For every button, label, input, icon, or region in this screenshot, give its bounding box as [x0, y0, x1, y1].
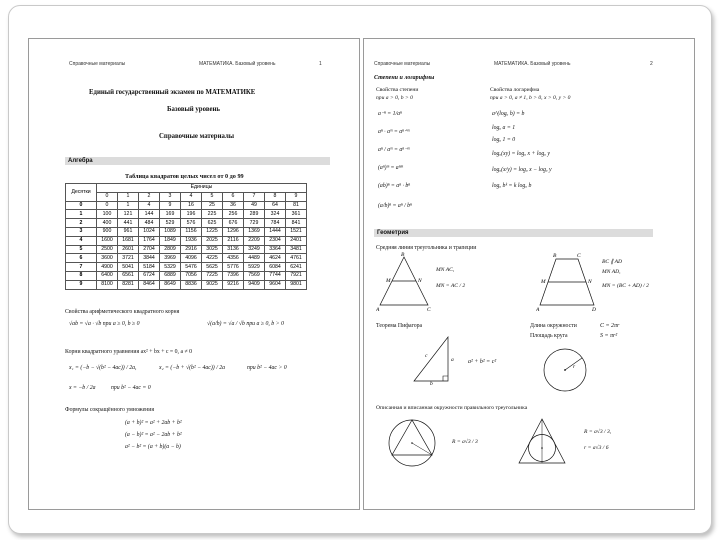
- table-cell: 2116: [223, 236, 244, 245]
- page-number: 2: [650, 61, 653, 67]
- table-cell: 1764: [139, 236, 160, 245]
- table-row: [66, 263, 307, 272]
- table-cell: 1444: [265, 227, 286, 236]
- power-rule-5: (ab)ⁿ = aⁿ · bⁿ: [378, 183, 411, 189]
- table-cell: 64: [265, 201, 286, 210]
- inscribed-circle-figure: [514, 413, 570, 469]
- radius-label: r: [573, 364, 576, 370]
- table-cell: 3844: [139, 254, 160, 263]
- tens-digit: 6: [66, 254, 97, 263]
- tens-digit: 4: [66, 236, 97, 245]
- table-cell: 441: [118, 219, 139, 228]
- table-cell: 729: [244, 219, 265, 228]
- page-header-left: Справочные материалы: [69, 61, 126, 67]
- table-cell: 7921: [286, 271, 307, 280]
- table-cell: 8649: [160, 280, 181, 289]
- side-label: a: [451, 357, 454, 363]
- table-cell: 6561: [118, 271, 139, 280]
- section-algebra: Алгебра: [65, 157, 330, 165]
- table-cell: 2916: [181, 245, 202, 254]
- page-number: 1: [319, 61, 322, 67]
- table-cell: 3364: [265, 245, 286, 254]
- inscribed-inradius-formula: r = a√3 / 6: [584, 445, 609, 451]
- units-digit-header: 6: [223, 192, 244, 201]
- table-cell: 7225: [202, 271, 223, 280]
- abbrev-heading: Формулы сокращённого умножения: [65, 407, 155, 413]
- table-cell: 4900: [97, 263, 118, 272]
- log-rule-2: logₐ a = 1: [492, 125, 516, 131]
- circle-area-heading: Площадь круга: [530, 333, 568, 339]
- power-rule-1: a⁻ⁿ = 1/aⁿ: [378, 111, 402, 117]
- document-page-1: [28, 38, 360, 510]
- vertex-label: N: [418, 278, 422, 284]
- roots-heading: Свойства арифметического квадратного корня: [65, 309, 180, 315]
- circumscribed-circle-figure: [384, 413, 440, 469]
- table-cell: 1: [118, 201, 139, 210]
- table-cell: 49: [244, 201, 265, 210]
- table-cell: 8836: [181, 280, 202, 289]
- tens-digit: 8: [66, 271, 97, 280]
- doc-level: Базовый уровень: [167, 106, 221, 113]
- table-cell: 2209: [244, 236, 265, 245]
- circle-figure: [540, 345, 590, 395]
- units-digit-header: 2: [139, 192, 160, 201]
- table-cell: 6400: [97, 271, 118, 280]
- doc-subtitle: Справочные материалы: [159, 133, 235, 140]
- abbrev-formula-3: a² − b² = (a + b)(a − b): [125, 444, 181, 450]
- vertex-label: B: [401, 252, 405, 258]
- table-cell: 961: [118, 227, 139, 236]
- midline-trapezoid-bases: BC ∥ AD: [602, 259, 623, 265]
- tens-digit: 1: [66, 210, 97, 219]
- log-rule-4: logₐ(xy) = logₐ x + logₐ y: [492, 151, 550, 157]
- quadratic-root-2: x₂ = (−b + √(b² − 4ac)) / 2a: [159, 365, 226, 371]
- table-cell: 4096: [181, 254, 202, 263]
- table-cell: 1681: [118, 236, 139, 245]
- power-rule-3: aⁿ / aᵐ = aⁿ⁻ᵐ: [378, 147, 410, 153]
- tens-header: Десятки: [66, 184, 97, 202]
- table-cell: 1369: [244, 227, 265, 236]
- table-cell: 529: [160, 219, 181, 228]
- table-cell: 9025: [202, 280, 223, 289]
- side-label: c: [425, 353, 428, 359]
- table-cell: 6889: [160, 271, 181, 280]
- section-powers: Степени и логарифмы: [374, 75, 435, 81]
- table-cell: 5184: [139, 263, 160, 272]
- table-cell: 6084: [265, 263, 286, 272]
- table-cell: 8464: [139, 280, 160, 289]
- power-rule-2: aⁿ · aᵐ = aⁿ⁺ᵐ: [378, 129, 410, 135]
- document-page-2: [363, 38, 695, 510]
- table-row: [66, 236, 307, 245]
- table-cell: 3025: [202, 245, 223, 254]
- circumference-heading: Длина окружности: [530, 323, 577, 329]
- table-cell: 3249: [244, 245, 265, 254]
- table-cell: 5476: [181, 263, 202, 272]
- table-cell: 2401: [286, 236, 307, 245]
- table-cell: 361: [286, 210, 307, 219]
- units-digit-header: 5: [202, 192, 223, 201]
- table-cell: 676: [223, 219, 244, 228]
- table-cell: 36: [223, 201, 244, 210]
- log-rule-3: logₐ 1 = 0: [492, 137, 516, 143]
- root-property-1: √ab = √a · √b при a ≥ 0, b ≥ 0: [69, 321, 140, 327]
- units-digit-header: 0: [97, 192, 118, 201]
- abbrev-formula-2: (a − b)² = a² − 2ab + b²: [125, 432, 182, 438]
- log-rule-1: a^(logₐ b) = b: [492, 111, 525, 117]
- table-cell: 0: [97, 201, 118, 210]
- power-rule-4: (aⁿ)ᵐ = aⁿᵐ: [378, 165, 403, 171]
- table-row: [66, 271, 307, 280]
- table-cell: 7056: [181, 271, 202, 280]
- table-cell: 3600: [97, 254, 118, 263]
- table-cell: 6724: [139, 271, 160, 280]
- table-cell: 3136: [223, 245, 244, 254]
- pythagoras-triangle-figure: [408, 333, 458, 385]
- log-rule-6: logₐ bᵏ = k logₐ b: [492, 183, 532, 189]
- table-cell: 1521: [286, 227, 307, 236]
- table-cell: 7569: [244, 271, 265, 280]
- quadratic-condition-1: при b² − 4ac > 0: [247, 365, 287, 371]
- midline-triangle-length: MN = AC / 2: [436, 283, 466, 289]
- side-label: b: [430, 381, 433, 385]
- circle-area-formula: S = πr²: [600, 333, 618, 339]
- root-property-2: √(a/b) = √a / √b при a ≥ 0, b > 0: [207, 321, 284, 327]
- table-cell: 4761: [286, 254, 307, 263]
- table-cell: 1225: [202, 227, 223, 236]
- log-heading: Свойства логарифма: [490, 87, 540, 93]
- table-cell: 784: [265, 219, 286, 228]
- tens-digit: 5: [66, 245, 97, 254]
- table-cell: 100: [97, 210, 118, 219]
- table-cell: 625: [202, 219, 223, 228]
- pythagoras-formula: a² + b² = c²: [468, 359, 497, 365]
- squares-table-title: Таблица квадратов целых чисел от 0 до 99: [125, 173, 244, 180]
- table-cell: 1296: [223, 227, 244, 236]
- table-row: [66, 245, 307, 254]
- vertex-label: B: [553, 253, 557, 259]
- table-row: [66, 254, 307, 263]
- table-cell: 2809: [160, 245, 181, 254]
- tens-digit: 7: [66, 263, 97, 272]
- table-cell: 900: [97, 227, 118, 236]
- table-cell: 4489: [244, 254, 265, 263]
- units-digit-header: 9: [286, 192, 307, 201]
- vertex-label: A: [536, 307, 540, 311]
- tens-digit: 9: [66, 280, 97, 289]
- table-cell: 7744: [265, 271, 286, 280]
- table-cell: 484: [139, 219, 160, 228]
- vertex-label: A: [376, 307, 380, 311]
- table-cell: 1089: [160, 227, 181, 236]
- table-row: [66, 227, 307, 236]
- table-cell: 2500: [97, 245, 118, 254]
- table-cell: 121: [118, 210, 139, 219]
- table-cell: 2025: [202, 236, 223, 245]
- units-digit-header: 3: [160, 192, 181, 201]
- table-cell: 7396: [223, 271, 244, 280]
- table-cell: 2601: [118, 245, 139, 254]
- table-cell: 9801: [286, 280, 307, 289]
- table-cell: 5329: [160, 263, 181, 272]
- page-header-left: Справочные материалы: [374, 61, 431, 67]
- table-cell: 169: [160, 210, 181, 219]
- table-cell: 225: [202, 210, 223, 219]
- vertex-label: D: [592, 307, 596, 311]
- table-cell: 1024: [139, 227, 160, 236]
- page-header-center: МАТЕМАТИКА. Базовый уровень: [199, 61, 276, 67]
- table-cell: 4624: [265, 254, 286, 263]
- table-cell: 4225: [202, 254, 223, 263]
- midline-heading: Средняя линия треугольника и трапеции: [376, 245, 477, 251]
- pythagoras-heading: Теорема Пифагора: [376, 323, 423, 329]
- midline-trapezoid-length: MN = (BC + AD) / 2: [602, 283, 649, 289]
- quadratic-heading: Корни квадратного уравнения ax² + bx + c = 0, a ≠ 0: [65, 349, 192, 355]
- table-cell: 256: [223, 210, 244, 219]
- vertex-label: M: [386, 278, 391, 284]
- tens-digit: 3: [66, 227, 97, 236]
- circumference-formula: C = 2πr: [600, 323, 620, 329]
- table-cell: 5625: [202, 263, 223, 272]
- table-cell: 196: [181, 210, 202, 219]
- table-cell: 289: [244, 210, 265, 219]
- log-rule-5: logₐ(x/y) = logₐ x − logₐ y: [492, 167, 552, 173]
- table-cell: 9216: [223, 280, 244, 289]
- table-cell: 2704: [139, 245, 160, 254]
- quadratic-condition-2: при b² − 4ac = 0: [111, 385, 151, 391]
- midline-trapezoid-figure: [536, 251, 598, 311]
- table-cell: 25: [202, 201, 223, 210]
- power-heading: Свойства степени: [376, 87, 419, 93]
- table-cell: 1156: [181, 227, 202, 236]
- vertex-label: N: [588, 279, 592, 285]
- quadratic-single-root: x = −b / 2a: [69, 385, 96, 391]
- table-cell: 9604: [265, 280, 286, 289]
- table-cell: 6241: [286, 263, 307, 272]
- table-cell: 4356: [223, 254, 244, 263]
- power-condition: при a > 0, b > 0: [376, 95, 413, 101]
- table-cell: 4: [139, 201, 160, 210]
- table-cell: 1849: [160, 236, 181, 245]
- table-cell: 576: [181, 219, 202, 228]
- section-geometry: Геометрия: [374, 229, 653, 237]
- table-cell: 9409: [244, 280, 265, 289]
- units-digit-header: 8: [265, 192, 286, 201]
- vertex-label: C: [577, 253, 581, 259]
- table-cell: 5776: [223, 263, 244, 272]
- circumscribed-radius-formula: R = a√3 / 3: [452, 439, 478, 445]
- table-row: [66, 201, 307, 210]
- doc-title: Единый государственный экзамен по МАТЕМАТИКЕ: [89, 89, 256, 96]
- quadratic-root-1: x₁ = (−b − √(b² − 4ac)) / 2a,: [69, 365, 137, 371]
- table-cell: 324: [265, 210, 286, 219]
- tens-digit: 0: [66, 201, 97, 210]
- table-row: [66, 219, 307, 228]
- inscribed-heading: Описанная и вписанная окружности правильного треугольника: [376, 405, 528, 411]
- table-cell: 400: [97, 219, 118, 228]
- units-header: Единицы: [97, 184, 307, 193]
- squares-table: [65, 183, 307, 290]
- table-cell: 3969: [160, 254, 181, 263]
- table-cell: 16: [181, 201, 202, 210]
- units-digit-header: 1: [118, 192, 139, 201]
- table-cell: 81: [286, 201, 307, 210]
- table-cell: 1600: [97, 236, 118, 245]
- table-cell: 3481: [286, 245, 307, 254]
- table-cell: 8281: [118, 280, 139, 289]
- vertex-label: C: [427, 307, 431, 311]
- table-cell: 9: [160, 201, 181, 210]
- midline-trapezoid-parallel: MN AD,: [602, 269, 621, 275]
- inscribed-circumradius-formula: R = a√3 / 3,: [584, 429, 612, 435]
- table-cell: 8100: [97, 280, 118, 289]
- table-row: [66, 280, 307, 289]
- log-condition: при a > 0, a ≠ 1, b > 0, x > 0, y > 0: [490, 95, 571, 101]
- table-cell: 5929: [244, 263, 265, 272]
- table-row: [66, 210, 307, 219]
- units-digit-header: 4: [181, 192, 202, 201]
- table-cell: 1936: [181, 236, 202, 245]
- table-cell: 841: [286, 219, 307, 228]
- page-header-center: МАТЕМАТИКА. Базовый уровень: [494, 61, 571, 67]
- abbrev-formula-1: (a + b)² = a² + 2ab + b²: [125, 420, 182, 426]
- midline-triangle-figure: [376, 251, 432, 311]
- units-digit-header: 7: [244, 192, 265, 201]
- table-cell: 3721: [118, 254, 139, 263]
- table-cell: 5041: [118, 263, 139, 272]
- midline-triangle-parallel: MN AC,: [436, 267, 455, 273]
- tens-digit: 2: [66, 219, 97, 228]
- vertex-label: M: [541, 279, 546, 285]
- table-cell: 2304: [265, 236, 286, 245]
- table-cell: 144: [139, 210, 160, 219]
- power-rule-6: (a/b)ⁿ = aⁿ / bⁿ: [378, 203, 412, 209]
